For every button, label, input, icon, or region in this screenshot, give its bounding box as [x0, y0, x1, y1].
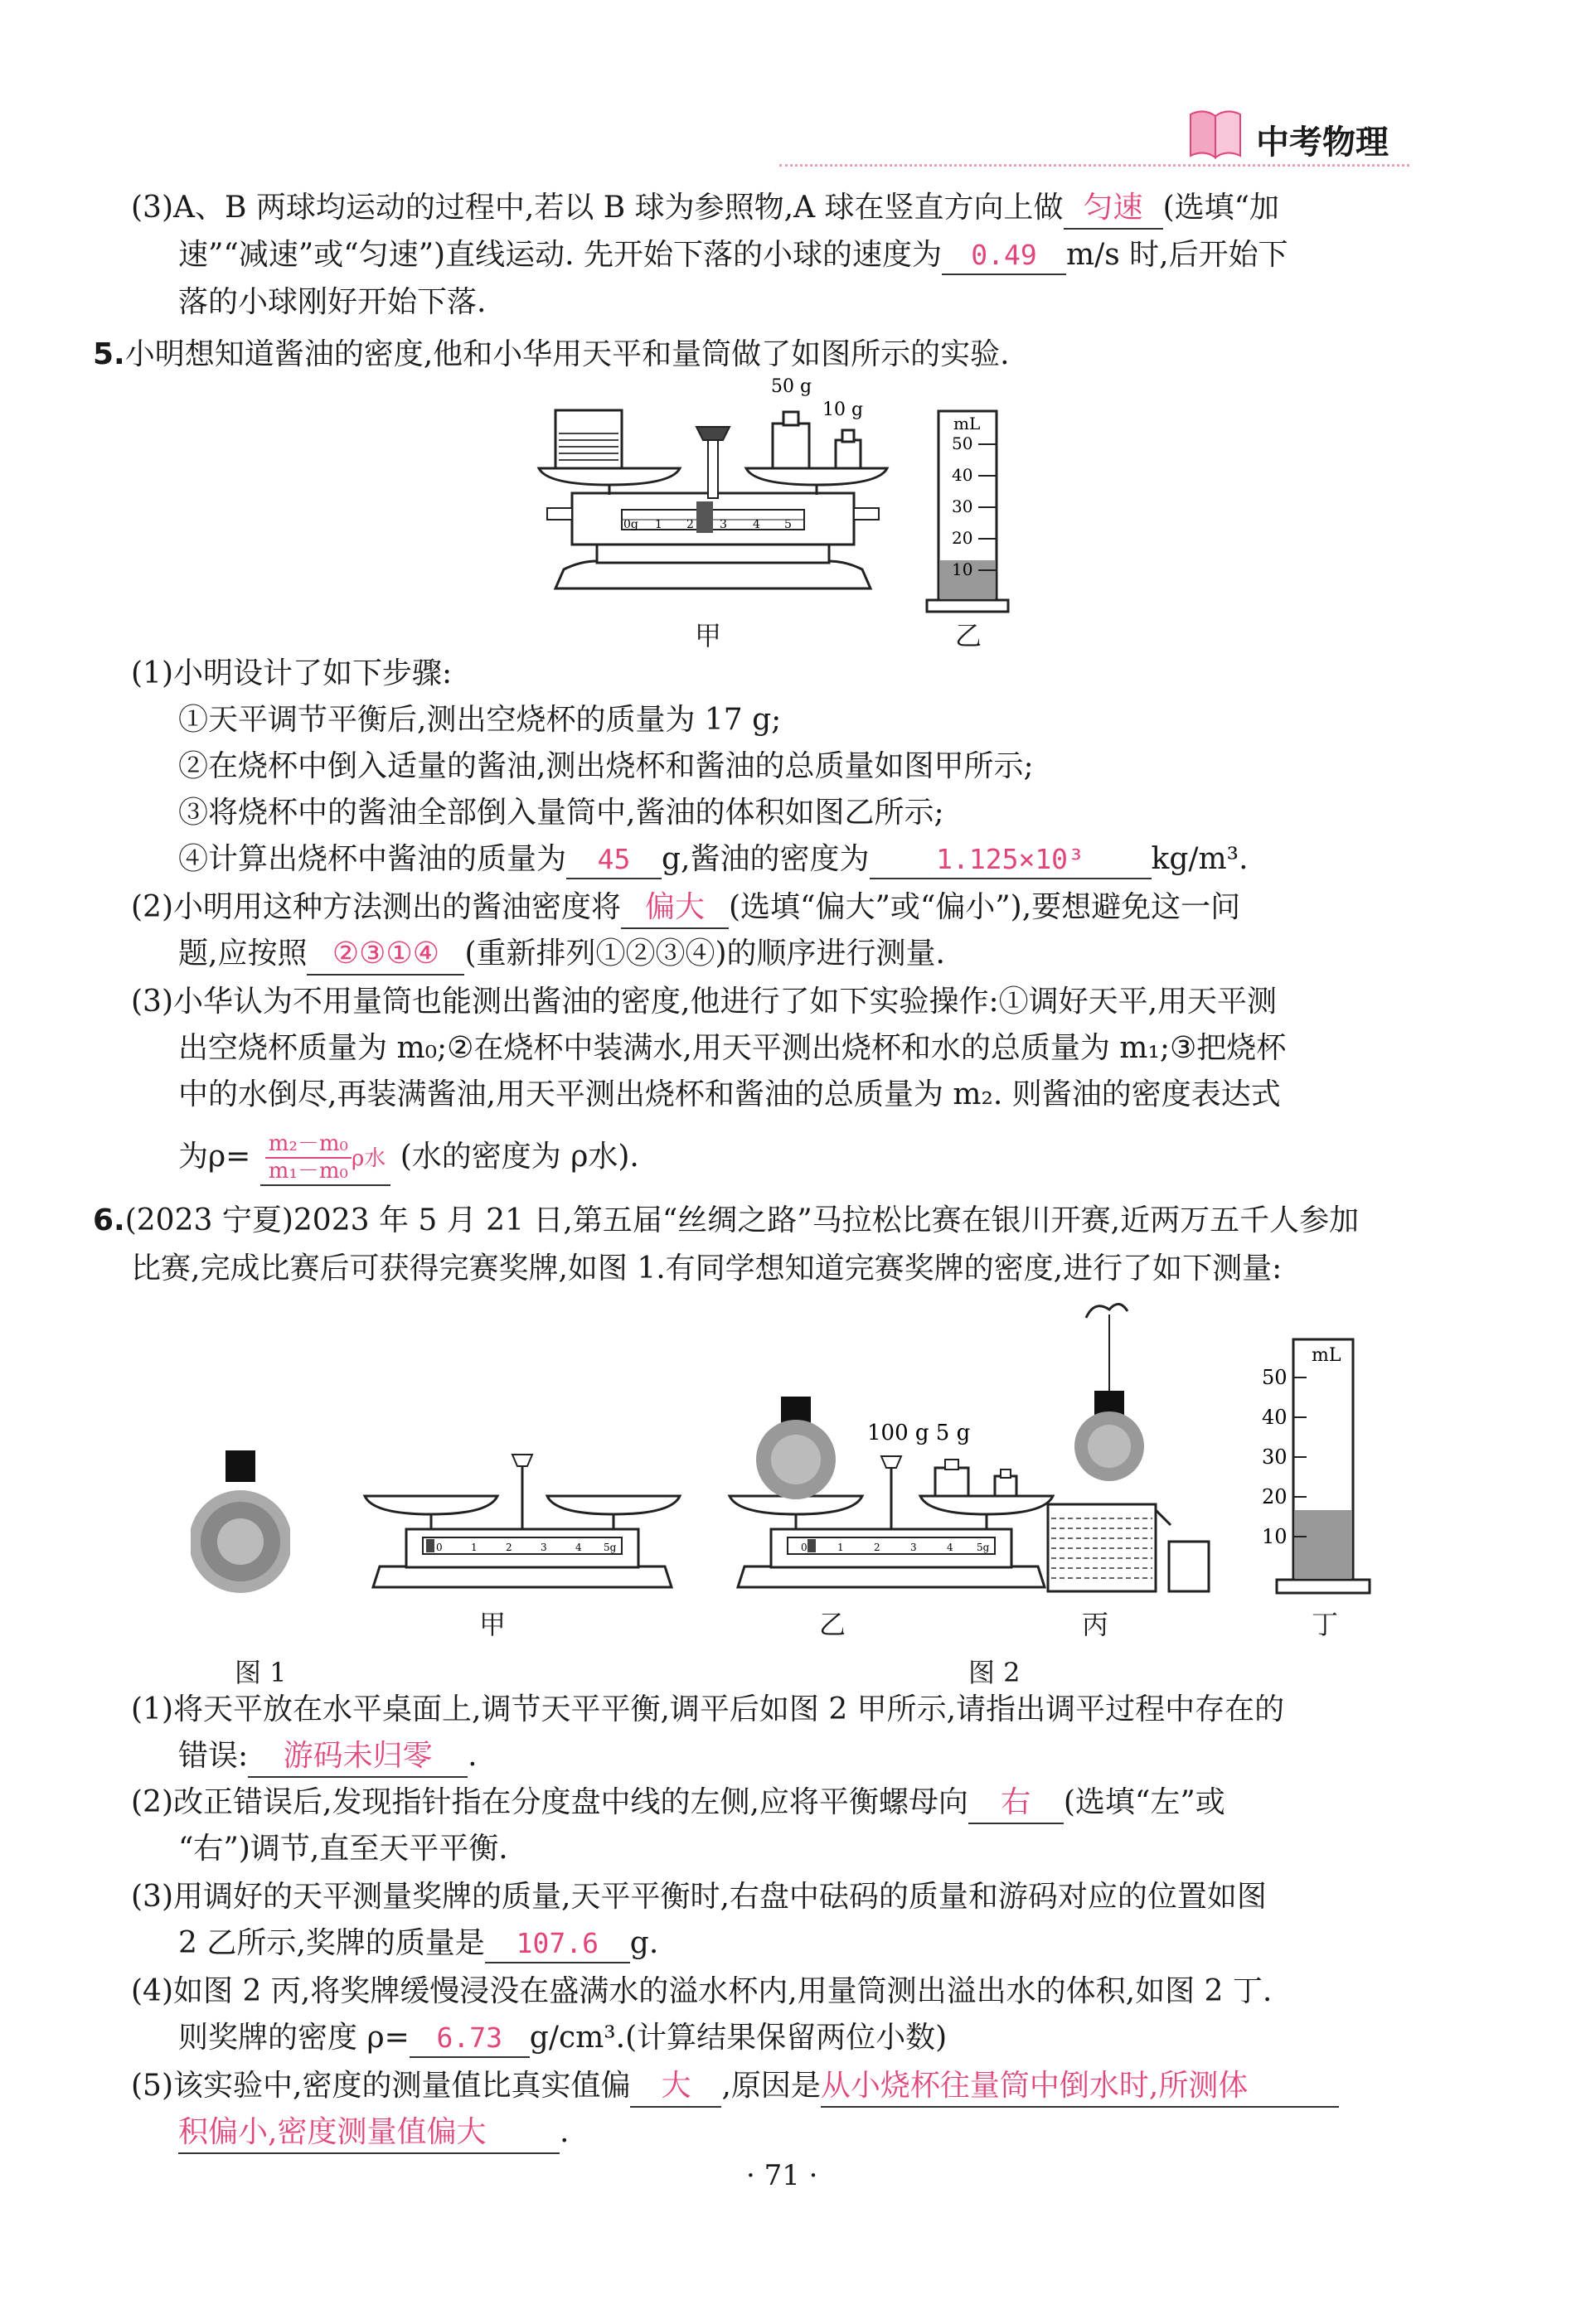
q4-answer1: 匀速: [1064, 189, 1163, 230]
q5-step2: ②在烧杯中倒入适量的酱油,测出烧杯和酱油的总质量如图甲所示;: [178, 749, 1034, 783]
q5-scale-1: 1: [655, 518, 662, 531]
q5-part3-line1: (3)小华认为不用量筒也能测出酱油的密度,他进行了如下实验操作:①调好天平,用天平测: [131, 985, 1278, 1019]
q6-part3-line1: (3)用调好的天平测量奖牌的质量,天平平衡时,右盘中砝码的质量和游码对应的位置如图: [131, 1880, 1267, 1914]
q6-medal-figure: [191, 1450, 290, 1608]
q6-cyl-tick-10: 10: [1262, 1525, 1288, 1548]
q6-part3-line2: 2 乙所示,奖牌的质量是 107.6 g.: [178, 1925, 658, 1963]
q5-answer-formula: $\frac{\text{m₂－m₀}}{\text{m₁－m₀}}$: [265, 1131, 352, 1184]
q6-balance-jia: [356, 1446, 688, 1595]
q6-cyl-unit: mL: [1312, 1345, 1341, 1366]
q5-cyl-unit: mL: [953, 414, 981, 433]
q6-part4-line2: 则奖牌的密度 ρ= 6.73 g/cm³.(计算结果保留两位小数): [178, 2019, 947, 2058]
q5-caption-jia: 甲: [695, 620, 722, 651]
q6-scale-yi-4: 4: [947, 1542, 953, 1553]
q6-caption-jia: 甲: [479, 1609, 507, 1640]
q5-part3-line2: 出空烧杯质量为 m₀;②在烧杯中装满水,用天平测出烧杯和水的总质量为 m₁;③把烧杯: [178, 1031, 1287, 1065]
q6-answer-reason-1: 从小烧杯往量筒中倒水时,所测体: [821, 2067, 1339, 2108]
q6-scale-yi-2: 2: [874, 1542, 880, 1553]
q6-caption-bing: 丙: [1082, 1609, 1109, 1640]
q5-part2-line1: (2)小明用这种方法测出的酱油密度将 偏大 (选填“偏大”或“偏小”),要想避免这一问: [131, 888, 1240, 929]
q5-part3-line3: 中的水倒尽,再装满酱油,用天平测出烧杯和酱油的总质量为 m₂. 则酱油的密度表达式: [178, 1077, 1281, 1111]
q6-scale-jia-1: 1: [471, 1542, 478, 1553]
q5-cyl-tick-20: 20: [952, 528, 973, 548]
q6-answer-reason-2: 积偏小,密度测量值偏大: [178, 2113, 560, 2154]
q6-part4-line1: (4)如图 2 丙,将奖牌缓慢浸没在盛满水的溢水杯内,用量筒测出溢出水的体积,如图 2 丁.: [131, 1974, 1273, 2008]
q5-cyl-tick-50: 50: [952, 433, 973, 453]
q6-caption-fig1: 图 1: [235, 1657, 287, 1688]
q5-cylinder-figure: [920, 406, 1020, 622]
q6-part1-line1: (1)将天平放在水平桌面上,调节天平平衡,调平后如图 2 甲所示,请指出调平过程中存在的: [131, 1692, 1285, 1726]
q5-answer-bias: 偏大: [621, 888, 729, 929]
q6-cyl-tick-20: 20: [1262, 1485, 1288, 1508]
header-title: 中考物理: [1256, 123, 1389, 162]
q6-part2-line2: “右”)调节,直至天平平衡.: [178, 1832, 508, 1866]
q6-scale-yi-0: 0: [801, 1542, 807, 1553]
q5-weight-50g: 50 g: [771, 377, 812, 397]
q6-weights-label: 100 g 5 g: [867, 1421, 971, 1445]
q6-part1-line2: 错误: 游码未归零 .: [178, 1737, 478, 1778]
q5-cyl-tick-30: 30: [952, 496, 973, 516]
q6-cyl-tick-40: 40: [1262, 1406, 1288, 1429]
q4-line2: 速”“减速”或“匀速”)直线运动. 先开始下落的小球的速度为 0.49 m/s 时,后开始下: [178, 236, 1288, 275]
q5-scale-2: 2: [686, 518, 694, 531]
q6-cylinder-figure: [1260, 1334, 1376, 1600]
q6-stem-line2: 比赛,完成比赛后可获得完赛奖牌,如图 1.有同学想知道完赛奖牌的密度,进行了如下测量:: [131, 1252, 1283, 1285]
q5-scale-3: 3: [720, 518, 727, 531]
q5-part1: (1)小明设计了如下步骤:: [131, 656, 453, 690]
q4-line1: (3)A、B 两球均运动的过程中,若以 B 球为参照物,A 球在竖直方向上做 匀速 (选填“加: [131, 189, 1279, 230]
q6-cyl-tick-30: 30: [1262, 1445, 1288, 1469]
q6-scale-jia-5: 5g: [604, 1542, 617, 1553]
q5-caption-yi: 乙: [955, 620, 982, 651]
q6-scale-yi-1: 1: [837, 1542, 844, 1553]
q6-scale-jia-0: 0: [436, 1542, 443, 1553]
header-book-icon: [1187, 106, 1244, 161]
q6-scale-jia-2: 2: [506, 1542, 512, 1553]
q6-scale-jia-4: 4: [575, 1542, 582, 1553]
q5-part2-line2: 题,应按照 ②③①④ (重新排列①②③④)的顺序进行测量.: [178, 935, 945, 976]
q6-caption-yi: 乙: [819, 1609, 846, 1640]
q6-scale-jia-3: 3: [541, 1542, 547, 1553]
q5-scale-4: 4: [753, 518, 760, 531]
q5-answer-mass: 45: [566, 842, 662, 879]
q5-stem: 5.小明想知道酱油的密度,他和小华用天平和量筒做了如图所示的实验.: [93, 337, 1010, 371]
q6-scale-yi-3: 3: [910, 1542, 917, 1553]
q5-answer-density: 1.125×10³: [870, 842, 1152, 879]
q6-answer-bias: 大: [630, 2067, 721, 2108]
q6-answer-mass: 107.6: [485, 1926, 630, 1963]
q5-cyl-tick-10: 10: [952, 559, 973, 579]
q6-answer-direction: 右: [968, 1784, 1064, 1824]
q5-answer-order: ②③①④: [307, 935, 464, 976]
q6-answer-error: 游码未归零: [248, 1737, 468, 1778]
page-number: · 71 ·: [746, 2159, 818, 2192]
q5-scale-0: 0g: [623, 518, 638, 531]
q6-stem-line1: 6.(2023 宁夏)2023 年 5 月 21 日,第五届“丝绸之路”马拉松比赛在银川开赛,近两万五千人参加: [93, 1203, 1360, 1237]
q5-step3: ③将烧杯中的酱油全部倒入量筒中,酱油的体积如图乙所示;: [178, 796, 944, 830]
q6-balance-yi: [721, 1380, 1069, 1595]
header-divider: [779, 164, 1409, 167]
q5-step4: ④计算出烧杯中酱油的质量为 45 g,酱油的密度为 1.125×10³ kg/m³.: [178, 840, 1249, 879]
q5-balance-figure: [531, 377, 895, 609]
q5-step1: ①天平调节平衡后,测出空烧杯的质量为 17 g;: [178, 703, 782, 737]
q5-scale-5: 5: [784, 518, 792, 531]
q6-part2-line1: (2)改正错误后,发现指针指在分度盘中线的左侧,应将平衡螺母向 右 (选填“左”或: [131, 1784, 1225, 1824]
q6-cyl-tick-50: 50: [1262, 1366, 1288, 1389]
q6-part5-line1: (5)该实验中,密度的测量值比真实值偏 大 ,原因是从小烧杯往量筒中倒水时,所测体: [131, 2067, 1339, 2108]
q6-part5-line2: 积偏小,密度测量值偏大 .: [178, 2113, 569, 2154]
q6-caption-fig2: 图 2: [968, 1657, 1021, 1688]
q4-answer2: 0.49: [942, 238, 1066, 275]
q5-weight-10g: 10 g: [822, 399, 864, 420]
q6-answer-density: 6.73: [410, 2021, 530, 2058]
q6-scale-yi-5: 5g: [977, 1542, 990, 1553]
q4-line3: 落的小球刚好开始下落.: [178, 285, 487, 319]
q6-caption-ding: 丁: [1312, 1609, 1339, 1640]
q5-part3-line4: 为ρ= $\frac{\text{m₂－m₀}}{\text{m₁－m₀}}$ ρ水 (水的密度为 ρ水).: [178, 1131, 639, 1186]
q6-overflow-figure: [1036, 1293, 1219, 1600]
q5-cyl-tick-40: 40: [952, 465, 973, 485]
